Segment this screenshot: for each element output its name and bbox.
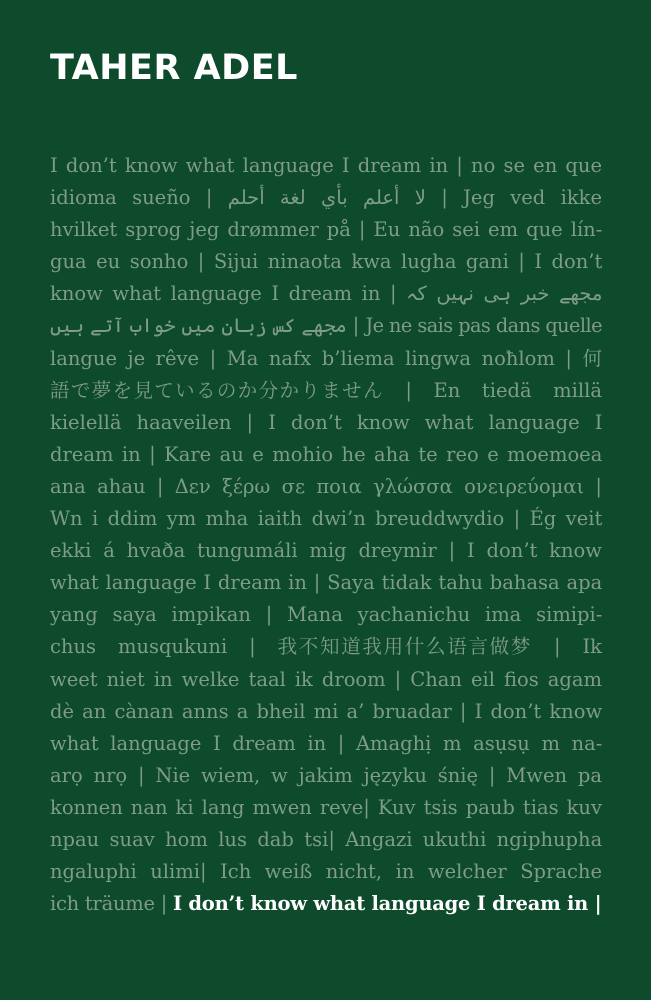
poem-line: know what language I dream in | مجھے خبر ہی نہیں کہ — [50, 282, 603, 306]
poem-line: what language I dream in | Saya tidak tahu bahasa apa — [50, 571, 603, 595]
poem-line: 語で夢を見ているのか分かりません | En tiedä millä — [50, 378, 602, 402]
poem-last-line — [50, 888, 602, 920]
poem-line: chus musqukuni | 我不知道我用什么语言做梦 | Ik — [50, 635, 602, 659]
poem-line: langue je rêve | Ma nafx b’liema lingwa noħlom | 何 — [50, 346, 602, 370]
poem-text — [50, 150, 602, 920]
poem-line: gua eu sonho | Sijui ninaota kwa lugha gani | I don’t — [50, 250, 603, 274]
poem-last-line-start: ich träume | — [50, 892, 174, 916]
poem-line: dè an cànan anns a bheil mi a’ bruadar | I don’t know — [50, 699, 603, 723]
poem-line: I don’t know what language I dream in | no se en que — [50, 154, 602, 177]
poem-line: what language I dream in | Amaghị m asụsụ m na- — [50, 731, 603, 755]
poem-line: ekki á hvaða tungumáli mig dreymir | I don’t know — [50, 539, 602, 563]
poem-line: مجھے کس زبان میں خواب آتے ہیں | Je ne sais pas dans quelle — [50, 314, 602, 338]
poem-line: weet niet in welke taal ik droom | Chan eil fios agam — [50, 667, 602, 691]
poem-line: ngaluphi ulimi| Ich weiß nicht, in welcher Sprache — [50, 860, 602, 884]
author-name: TAHER ADEL — [50, 48, 298, 88]
poem-line: ana ahau | Δεν ξέρω σε ποια γλώσσα ονειρεύομαι | — [50, 474, 602, 498]
poem-line: Wn i ddim ym mha iaith dwi’n breuddwydio | Ég veit — [50, 507, 603, 531]
poem-line: arọ nrọ | Nie wiem, w jakim języku śnię | Mwen pa — [50, 763, 602, 787]
poem-line: hvilket sprog jeg drømmer på | Eu não sei em que lín- — [50, 218, 603, 242]
poem-line: konnen nan ki lang mwen reve| Kuv tsis paub tias kuv — [50, 795, 602, 819]
poem-line: kielellä haaveilen | I don’t know what language I — [50, 410, 603, 434]
poem-line: npau suav hom lus dab tsi| Angazi ukuthi ngiphupha — [50, 827, 603, 851]
poem-line: idioma sueño | لا أعلم بأي لغة أحلم | Jeg ved ikke — [50, 186, 603, 210]
poem-highlight: I don’t know what language I dream in | — [173, 892, 602, 916]
poem-line: dream in | Kare au e mohio he aha te reo e moemoea — [50, 442, 603, 466]
poem-line: yang saya impikan | Mana yachanichu ima simipi- — [50, 603, 603, 627]
